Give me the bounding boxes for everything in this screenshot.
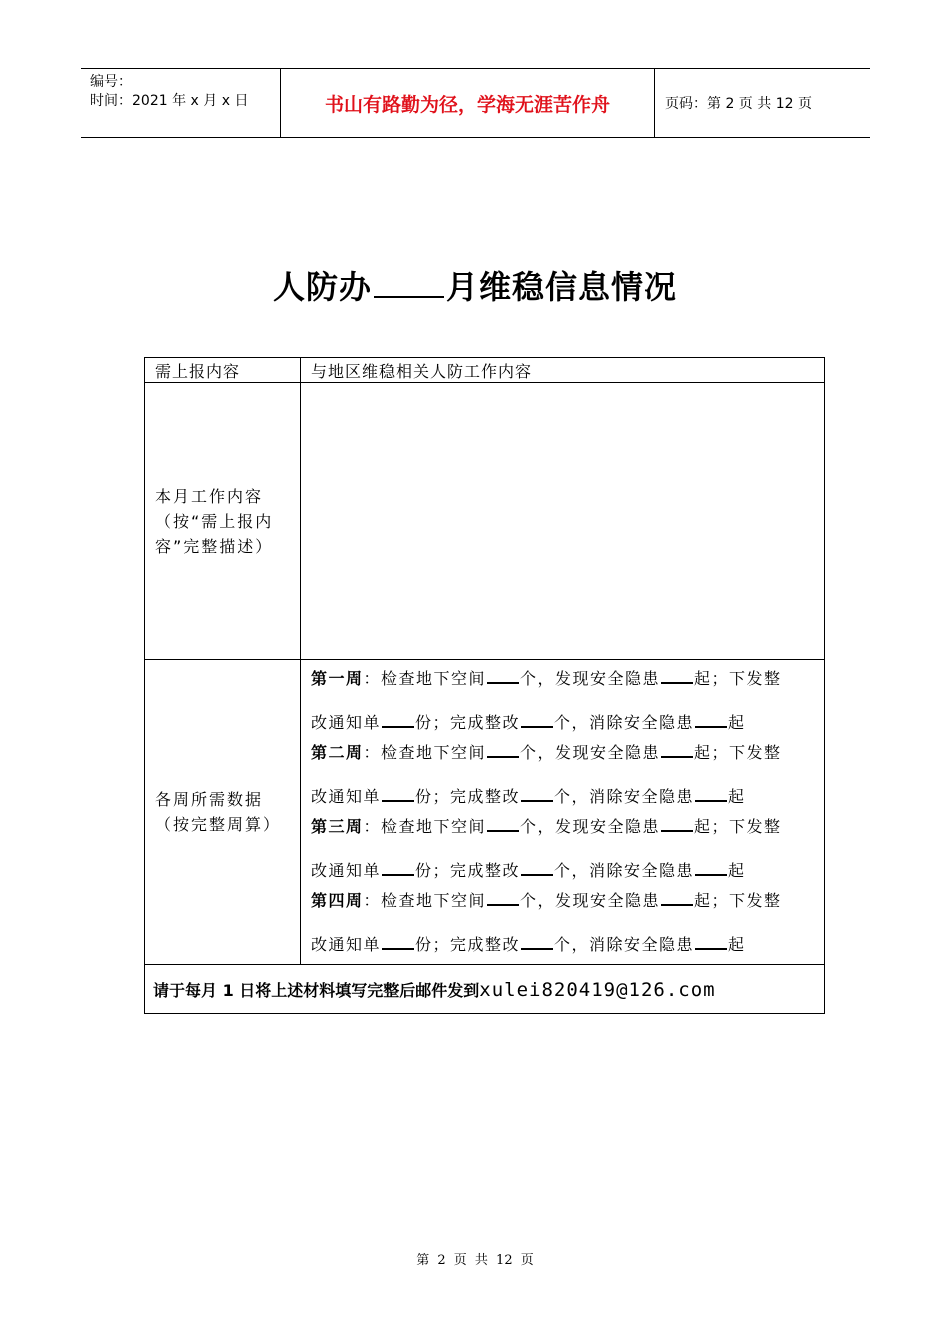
week-line-1: [311, 812, 816, 842]
week-label: 第二周: [311, 743, 364, 762]
week-line-1: [311, 886, 816, 916]
week-text: 起: [728, 935, 746, 954]
blank-hazards-found[interactable]: [661, 666, 693, 684]
week-text: 个，发现安全隐患: [520, 891, 661, 910]
week-block: [311, 886, 816, 960]
blank-hazards-eliminated[interactable]: [695, 932, 727, 950]
title-prefix: 人防办: [272, 268, 372, 306]
week-text: 起；下发整: [694, 817, 782, 836]
blank-spaces-checked[interactable]: [487, 814, 519, 832]
header-page-info: 页码：第 2 页 共 12 页: [665, 96, 812, 112]
weeks-label-cell: 各周所需数据（按完整周算）: [145, 660, 301, 965]
week-text: ：检查地下空间: [363, 891, 487, 910]
blank-spaces-checked[interactable]: [487, 888, 519, 906]
week-text: 改通知单: [311, 935, 382, 954]
week-text: 改通知单: [311, 787, 382, 806]
week-text: 个，消除安全隐患: [554, 713, 695, 732]
week-text: 份；完成整改: [415, 935, 521, 954]
head-label-cell: 需上报内容: [145, 358, 301, 383]
blank-notices-issued[interactable]: [382, 932, 414, 950]
week-text: 个，消除安全隐患: [554, 787, 695, 806]
week-text: 个，消除安全隐患: [554, 861, 695, 880]
week-line-2: [311, 856, 816, 886]
weeks-data-cell: [301, 660, 825, 965]
footer-cell: [145, 965, 825, 1014]
week-text: ：检查地下空间: [363, 817, 487, 836]
week-text: ：检查地下空间: [363, 743, 487, 762]
week-text: 改通知单: [311, 713, 382, 732]
head-value-cell: 与地区维稳相关人防工作内容: [301, 358, 825, 383]
table-row-footer: [145, 965, 825, 1014]
report-form-table: [144, 357, 825, 1014]
blank-hazards-eliminated[interactable]: [695, 858, 727, 876]
week-text: 个，发现安全隐患: [520, 743, 661, 762]
week-text: 份；完成整改: [415, 787, 521, 806]
week-label: 第三周: [311, 817, 364, 836]
blank-rectified[interactable]: [521, 858, 553, 876]
week-text: 起；下发整: [694, 669, 782, 688]
blank-notices-issued[interactable]: [382, 858, 414, 876]
document-header: [81, 68, 870, 138]
title-suffix: 月维稳信息情况: [446, 268, 678, 306]
week-line-2: [311, 930, 816, 960]
date-text: 时间：2021 年 x 月 x 日: [90, 93, 249, 109]
footer-instruction: 请于每月 1 日将上述材料填写完整后邮件发到: [153, 980, 480, 1000]
week-text: 起: [728, 787, 746, 806]
header-meta: [81, 69, 281, 137]
page-footer: 第 2 页 共 12 页: [416, 1253, 534, 1268]
week-line-2: [311, 782, 816, 812]
week-text: 起；下发整: [694, 743, 782, 762]
blank-notices-issued[interactable]: [382, 710, 414, 728]
blank-rectified[interactable]: [521, 784, 553, 802]
week-text: 份；完成整改: [415, 713, 521, 732]
week-text: 个，消除安全隐患: [554, 935, 695, 954]
table-row-weeks: [145, 660, 825, 965]
week-label: 第一周: [311, 669, 364, 688]
blank-hazards-found[interactable]: [661, 814, 693, 832]
blank-hazards-eliminated[interactable]: [695, 784, 727, 802]
week-line-2: [311, 708, 816, 738]
week-text: 个，发现安全隐患: [520, 669, 661, 688]
table-row-content: [145, 383, 825, 660]
blank-hazards-found[interactable]: [661, 888, 693, 906]
week-text: 份；完成整改: [415, 861, 521, 880]
title-month-blank[interactable]: [374, 266, 444, 298]
blank-rectified[interactable]: [521, 932, 553, 950]
week-block: [311, 812, 816, 886]
week-text: ：检查地下空间: [363, 669, 487, 688]
page-title: [0, 262, 950, 308]
blank-rectified[interactable]: [521, 710, 553, 728]
week-text: 起；下发整: [694, 891, 782, 910]
week-block: [311, 738, 816, 812]
serial-label: 编号：: [90, 74, 132, 90]
blank-spaces-checked[interactable]: [487, 666, 519, 684]
week-line-1: [311, 738, 816, 768]
content-input-cell[interactable]: [301, 383, 825, 660]
table-row-header: [145, 358, 825, 383]
blank-notices-issued[interactable]: [382, 784, 414, 802]
week-text: 起: [728, 713, 746, 732]
week-line-1: [311, 664, 816, 694]
week-block: [311, 664, 816, 738]
week-label: 第四周: [311, 891, 364, 910]
footer-email: xulei820419@126.com: [479, 978, 716, 1001]
blank-hazards-found[interactable]: [661, 740, 693, 758]
week-text: 改通知单: [311, 861, 382, 880]
blank-hazards-eliminated[interactable]: [695, 710, 727, 728]
content-label-cell: 本月工作内容（按“需上报内容”完整描述）: [145, 383, 301, 660]
week-text: 个，发现安全隐患: [520, 817, 661, 836]
week-text: 起: [728, 861, 746, 880]
blank-spaces-checked[interactable]: [487, 740, 519, 758]
header-motto: 书山有路勤为径，学海无涯苦作舟: [281, 69, 655, 137]
